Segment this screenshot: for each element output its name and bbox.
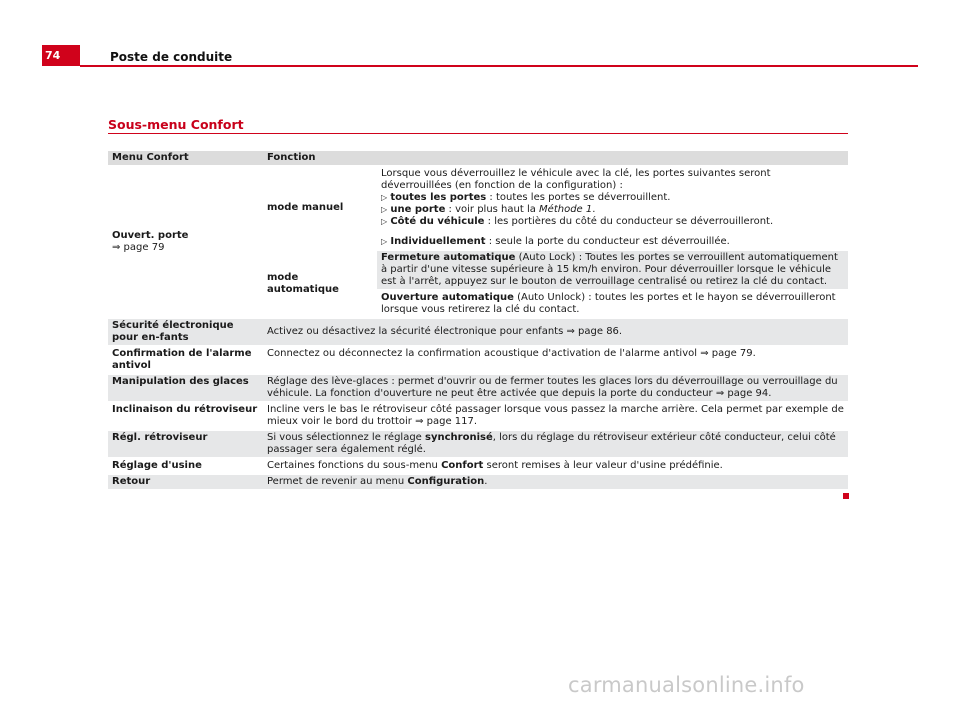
list-item [381, 204, 844, 216]
function-cell [377, 251, 848, 289]
function-cell [377, 291, 848, 317]
table-row [108, 475, 848, 489]
triangle-right-icon: ▷ [381, 205, 388, 214]
list-item [381, 216, 844, 228]
option-label: Côté du véhicule [390, 216, 485, 227]
option-label: Fermeture automatique [381, 252, 516, 263]
section-end-marker [843, 493, 849, 499]
table-row [108, 319, 848, 345]
table-header-row [108, 151, 848, 165]
text-part: . [484, 476, 488, 487]
menu-cell-ouvert-porte [108, 167, 263, 317]
chapter-title: Poste de conduite [110, 50, 233, 64]
menu-label: Confirmation de l'alarme antivol [108, 347, 263, 373]
function-cell [263, 475, 848, 489]
option-text: : toutes les portes se déverrouillent. [486, 192, 671, 203]
menu-label: Retour [108, 475, 263, 489]
table-row [108, 347, 848, 373]
option-text: : seule la porte du conducteur est déverrouillée. [485, 236, 730, 247]
function-cell [377, 167, 848, 249]
option-end: . [592, 204, 596, 215]
menu-label: Sécurité électronique pour en-fants [108, 319, 263, 345]
header-rule [80, 65, 918, 67]
menu-label: Ouvert. porte [112, 230, 189, 241]
function-cell [263, 431, 848, 457]
text-part: seront remises à leur valeur d'usine prédéfinie. [483, 460, 723, 471]
submode-label: mode automatique [263, 251, 377, 317]
table-row [108, 167, 848, 249]
page-ref: ⇒ page 79 [112, 242, 165, 253]
function-cell [263, 459, 848, 473]
text-part: Certaines fonctions du sous-menu [267, 460, 442, 471]
triangle-right-icon: ▷ [381, 193, 388, 202]
comfort-menu-table [108, 149, 848, 491]
function-cell: Activez ou désactivez la sécurité électronique pour enfants ⇒ page 86. [263, 319, 848, 345]
table-row [108, 403, 848, 429]
submode-label: mode manuel [263, 167, 377, 249]
option-label: Individuellement [390, 236, 486, 247]
text-part: , lors du réglage du rétroviseur extérieur côté conducteur, celui côté passager sera également réglé. [267, 432, 836, 455]
function-cell: Incline vers le bas le rétroviseur côté passager lorsque vous passez la marche arrière. Cela permet par exemple de mieux voir le bord du trottoir ⇒ page 117. [263, 403, 848, 429]
menu-label: Inclinaison du rétroviseur [108, 403, 263, 429]
menu-label: Régl. rétroviseur [108, 431, 263, 457]
column-header-function: Fonction [263, 151, 848, 165]
list-item [381, 236, 844, 248]
text-part: Si vous sélectionnez le réglage [267, 432, 426, 443]
page-number: 74 [42, 45, 80, 66]
text-bold: synchronisé [425, 432, 493, 443]
intro-text: Lorsque vous déverrouillez le véhicule avec la clé, les portes suivantes seront déverrouillées (en fonction de la configuration) : [381, 168, 771, 191]
function-cell: Réglage des lève-glaces : permet d'ouvrir ou de fermer toutes les glaces lors du déverrouillage ou verrouillage du véhicule. La fonction d'ouverture ne peut être activée que depuis la porte du conducteur ⇒ page 94. [263, 375, 848, 401]
option-text: : les portières du côté du conducteur se déverrouilleront. [484, 216, 774, 227]
section-title: Sous-menu Confort [108, 117, 244, 132]
text-bold: Confort [441, 460, 484, 471]
option-text: (Auto Unlock) : toutes les portes et le hayon se déverrouilleront lorsque vous retirerez la clé du contact. [381, 292, 836, 315]
option-text: : voir plus haut la [445, 204, 540, 215]
option-italic: Méthode 1 [539, 204, 593, 215]
text-part: Permet de revenir au menu [267, 476, 408, 487]
column-header-menu: Menu Confort [108, 151, 263, 165]
option-label: Ouverture automatique [381, 292, 514, 303]
triangle-right-icon: ▷ [381, 237, 388, 246]
list-item [381, 192, 844, 204]
option-label: une porte [390, 204, 446, 215]
text-bold: Configuration [407, 476, 485, 487]
function-cell: Connectez ou déconnectez la confirmation acoustique d'activation de l'alarme antivol ⇒ page 79. [263, 347, 848, 373]
menu-label: Manipulation des glaces [108, 375, 263, 401]
option-text: (Auto Lock) : Toutes les portes se verrouillent automatiquement à partir d'une vitesse supérieure à 15 km/h environ. Pour déverrouiller lorsque le véhicule est à l'arrêt, appuyez sur le bouton de verrouillage centralisé ou retirez la clé du contact. [381, 252, 838, 287]
triangle-right-icon: ▷ [381, 217, 388, 226]
option-label: toutes les portes [390, 192, 487, 203]
watermark-text: carmanualsonline.info [568, 673, 805, 697]
section-rule [108, 133, 848, 134]
table-row [108, 459, 848, 473]
menu-label: Réglage d'usine [108, 459, 263, 473]
table-row [108, 431, 848, 457]
table-row [108, 375, 848, 401]
